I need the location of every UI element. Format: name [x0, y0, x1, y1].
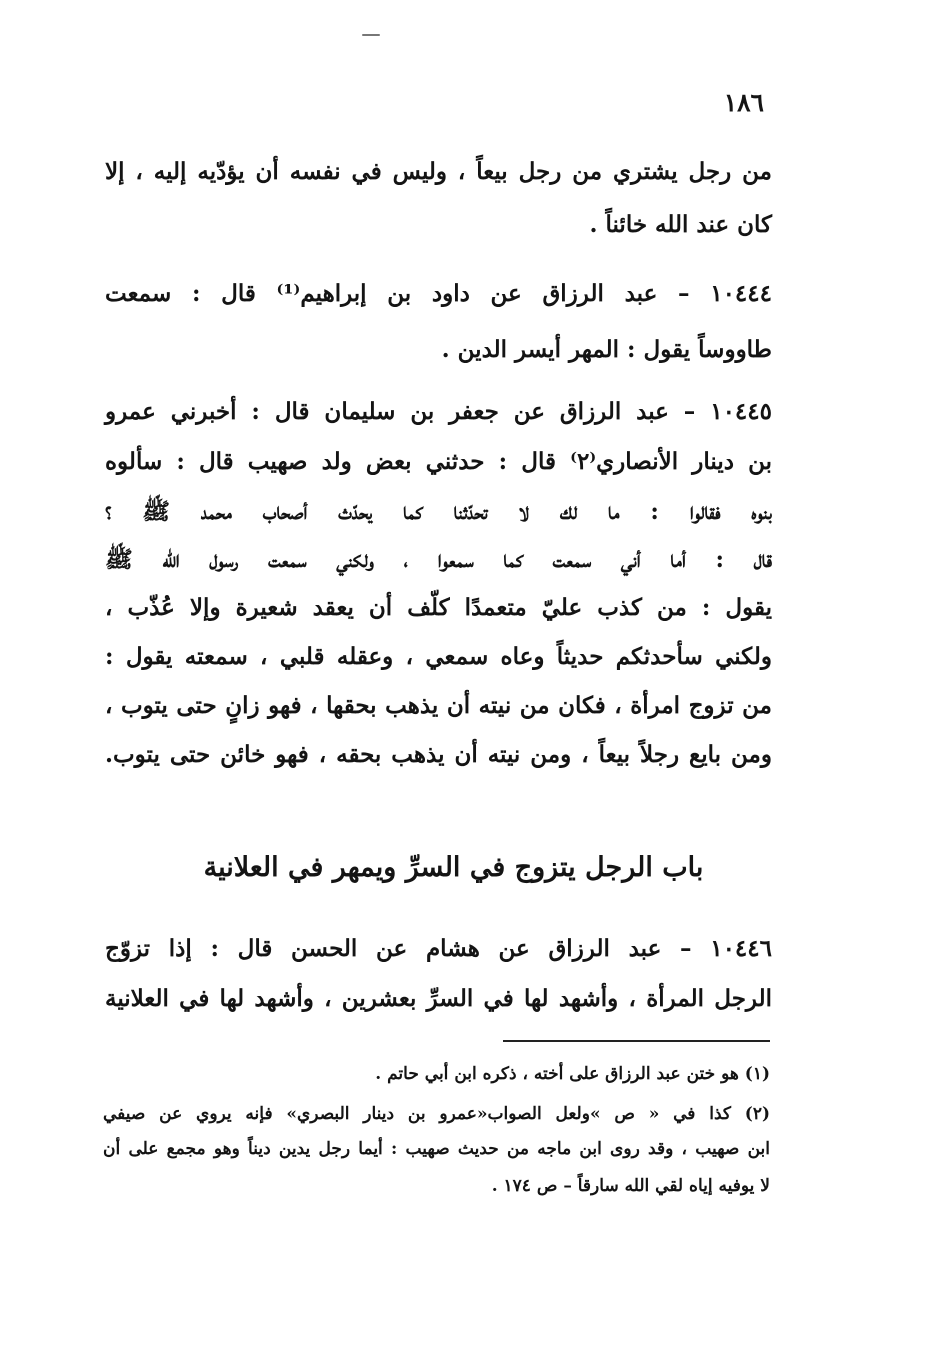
body-line: يقول : من كذب عليّ متعمدًا كلّف أن يعقد شعيرة وإلا عُذّب ، [105, 594, 772, 621]
body-line: ١٠٤٤٦ – عبد الرزاق عن هشام عن الحسن قال : إذا تزوّج [105, 935, 772, 962]
footnote-line: (١) هو ختن عبد الرزاق على أخته ، ذكره ابن أبي حاتم . [375, 1064, 770, 1084]
scan-mark [362, 34, 380, 36]
body-line: بنوه فقالوا : ما لك لا تحدّثنا كما يحدّث أصحاب محمد ﷺ ؟ [105, 498, 772, 525]
page-number: ١٨٦ [723, 88, 764, 117]
body-line: ولكني سأحدثكم حديثاً وعاه سمعي ، وعقله قلبي ، سمعته يقول : [105, 643, 772, 670]
footnote-divider [503, 1040, 770, 1042]
chapter-heading: باب الرجل يتزوج في السرِّ ويمهر في العلانية [203, 852, 704, 883]
body-line: الرجل المرأة ، وأشهد لها في السرِّ بعشرين ، وأشهد لها في العلانية [105, 985, 772, 1012]
body-line: بن دينار الأنصاري⁽٢⁾ قال : حدثني بعض ولد صهيب قال : سألوه [105, 448, 772, 475]
body-line: ١٠٤٤٥ – عبد الرزاق عن جعفر بن سليمان قال : أخبرني عمرو [105, 398, 772, 425]
footnote-line: (٢) كذا في « ص »ولعل الصواب«عمرو بن دينار البصري» فإنه يروي عن صيفي [103, 1104, 770, 1124]
body-line: ١٠٤٤٤ – عبد الرزاق عن داود بن إبراهيم⁽¹⁾ قال : سمعت [105, 280, 772, 307]
body-line: من تزوج امرأة ، فكان من نيته أن يذهب بحقها ، فهو زانٍ حتى يتوب ، [105, 692, 772, 719]
footnote-line: لا يوفيه إياه لقي الله سارقاً – ص ١٧٤ . [491, 1176, 770, 1196]
body-line: كان عند الله خائناً . [589, 211, 772, 238]
body-line: طاووساً يقول : المهر أيسر الدين . [441, 336, 772, 363]
body-line: ومن بايع رجلاً بيعاً ، ومن نيته أن يذهب بحقه ، فهو خائن حتى يتوب. [105, 741, 772, 768]
body-line: قال : أما أني سمعت كما سمعوا ، ولكني سمعت رسول الله ﷺ [105, 546, 772, 573]
body-line: من رجل يشتري من رجل بيعاً ، وليس في نفسه أن يؤدّيه إليه ، إلا [105, 158, 772, 185]
footnote-line: ابن صهيب ، وقد روى ابن ماجه من حديث صهيب : أيما رجل يدين ديناً وهو مجمع على أن [103, 1139, 770, 1159]
